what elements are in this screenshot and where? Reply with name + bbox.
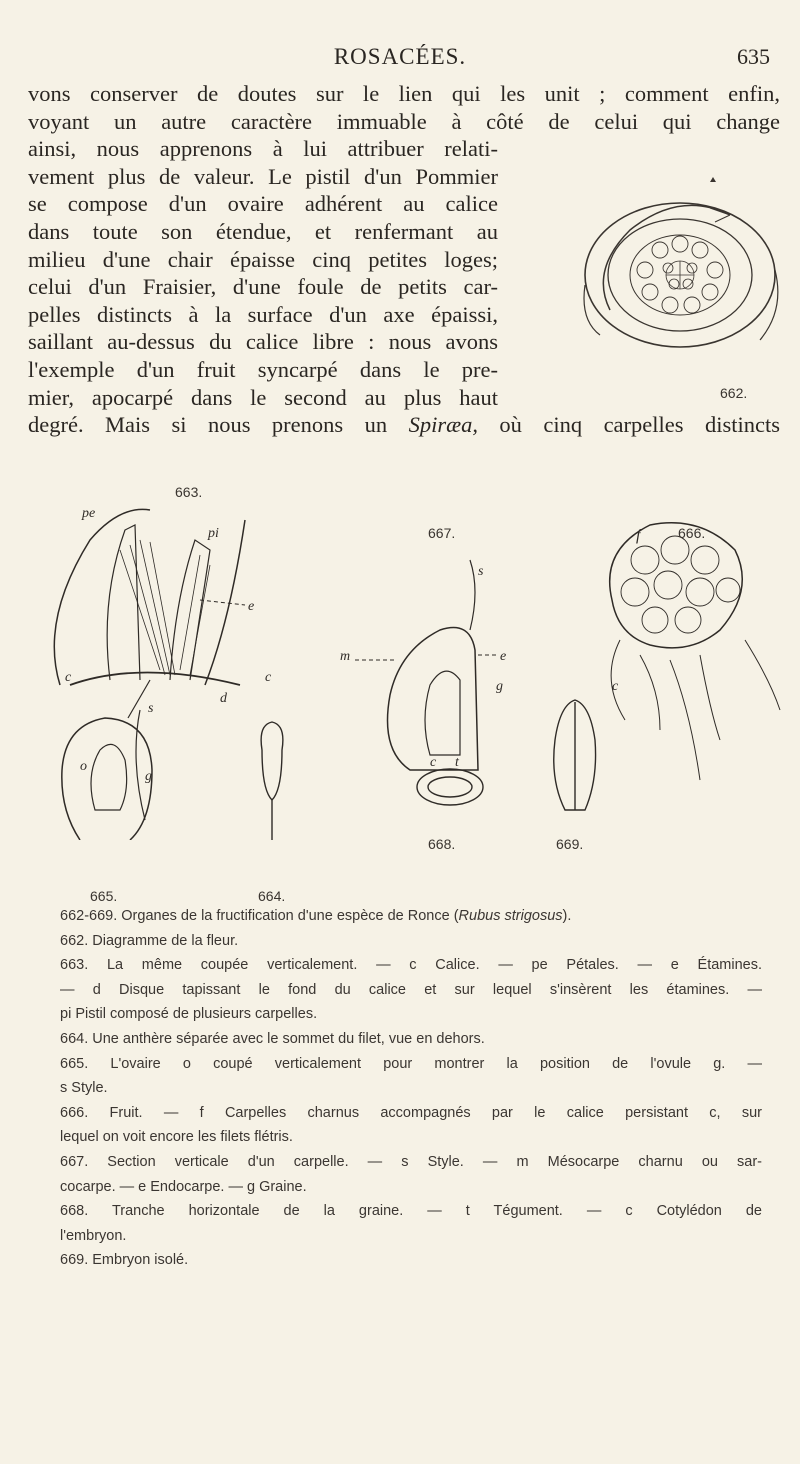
label-s-665: s (148, 701, 154, 716)
caption-668: 668. Tranche horizontale de la graine. — t Tégument. — c Cotylédon de (60, 1203, 762, 1220)
text-line: pelles distincts à la surface d'un axe épaissi, (28, 301, 498, 327)
figure-captions (60, 904, 770, 1273)
caption-666: 666. Fruit. — f Carpelles charnus accompagnés par le calice persistant c, sur (60, 1104, 762, 1121)
figure-669-embryo (554, 700, 596, 810)
figure-number-665: 665. (90, 888, 118, 904)
caption-text: 662-669. Organes de la fructification d'une espèce de Ronce ( (60, 908, 459, 924)
figure-667-carpel-section (355, 560, 498, 770)
figure-666-fruit (610, 523, 780, 780)
label-s-667: s (478, 564, 484, 579)
species-name: Rubus strigosus (458, 908, 563, 924)
figure-665-ovary (62, 680, 152, 840)
text-line: saillant au-dessus du calice libre : nous avons (28, 329, 498, 355)
figure-number-667: 667. (428, 525, 456, 541)
label-o-665: o (80, 759, 87, 774)
text-line: l'exemple d'un fruit syncarpé dans le pre- (28, 356, 498, 382)
text-run: où cinq carpelles distincts (477, 412, 780, 438)
floral-diagram-illustration (570, 160, 790, 400)
label-c-663a: c (65, 670, 72, 685)
text-line: se compose d'un ovaire adhérent au calice (28, 191, 498, 217)
label-e-663: e (248, 599, 255, 614)
page-number: 635 (737, 44, 770, 69)
text-line: vons conserver de doutes sur le lien qui les unit ; comment enfin, (28, 81, 780, 106)
label-m-667: m (340, 649, 351, 664)
running-title: ROSACÉES. (333, 44, 467, 69)
caption-665: 665. L'ovaire o coupé verticalement pour montrer la position de l'ovule g. — (60, 1055, 762, 1072)
text-line: voyant un autre caractère immuable à côté de celui qui change (28, 108, 780, 134)
text-line: vement plus de valeur. Le pistil d'un Pommier (28, 163, 498, 189)
figure-number-662: 662. (720, 385, 748, 401)
text-line (28, 411, 780, 439)
running-header (0, 44, 800, 74)
figure-number-666: 666. (678, 525, 706, 541)
caption-664: 664. Une anthère séparée avec le sommet du filet, vue en dehors. (60, 1030, 485, 1047)
label-t-668: t (455, 755, 459, 770)
text-line: mier, apocarpé dans le second au plus haut (28, 384, 498, 410)
text-line: milieu d'une chair épaisse cinq petites loges; (28, 246, 498, 272)
caption-666-cont: lequel on voit encore les filets flétris. (60, 1129, 293, 1146)
figure-plate (0, 480, 800, 904)
text-line: dans toute son étendue, et renfermant au (28, 218, 498, 244)
caption-668-cont: l'embryon. (60, 1227, 127, 1244)
caption-662: 662. Diagramme de la fleur. (60, 932, 239, 949)
caption-663: 663. La même coupée verticalement. — c Calice. — pe Pétales. — e Étamines. (60, 957, 762, 974)
label-g-665: g (145, 769, 152, 784)
figure-number-668: 668. (428, 836, 456, 852)
figure-668-seed-slice (417, 769, 483, 805)
figure-number-663: 663. (175, 484, 203, 500)
label-f-666: f (636, 527, 641, 544)
figure-662-diagram (570, 160, 790, 400)
text-line: ainsi, nous apprenons à lui attribuer relati- (28, 136, 498, 162)
text-line: celui d'un Fraisier, d'une foule de petits car- (28, 274, 498, 300)
caption-663-cont: pi Pistil composé de plusieurs carpelles. (60, 1006, 318, 1023)
label-c-663b: c (265, 670, 272, 685)
label-d-663: d (220, 691, 227, 706)
label-pi: pi (208, 526, 219, 541)
label-pe: pe (82, 506, 96, 521)
caption-665-cont: s Style. (60, 1080, 108, 1097)
caption-667: 667. Section verticale d'un carpelle. — s Style. — m Mésocarpe charnu ou sar- (60, 1153, 762, 1170)
label-g-667: g (496, 679, 503, 694)
label-c-668: c (430, 755, 437, 770)
figure-number-664: 664. (258, 888, 286, 904)
ornament-mark (710, 177, 716, 182)
figure-number-669: 669. (556, 836, 584, 852)
caption-text: ). (562, 908, 572, 924)
caption-669: 669. Embryon isolé. (60, 1252, 189, 1269)
caption-667-cont: cocarpe. — e Endocarpe. — g Graine. (60, 1178, 307, 1195)
label-e-667: e (500, 649, 507, 664)
figure-664-anther (261, 722, 283, 840)
caption-663-cont: — d Disque tapissant le fond du calice et sur lequel s'insèrent les étamines. — (60, 981, 762, 998)
genus-name: Spiræa, (408, 412, 478, 438)
text-run: degré. Mais si nous prenons un (28, 412, 409, 438)
caption-662-669 (60, 904, 770, 929)
label-c-666: c (612, 679, 619, 694)
